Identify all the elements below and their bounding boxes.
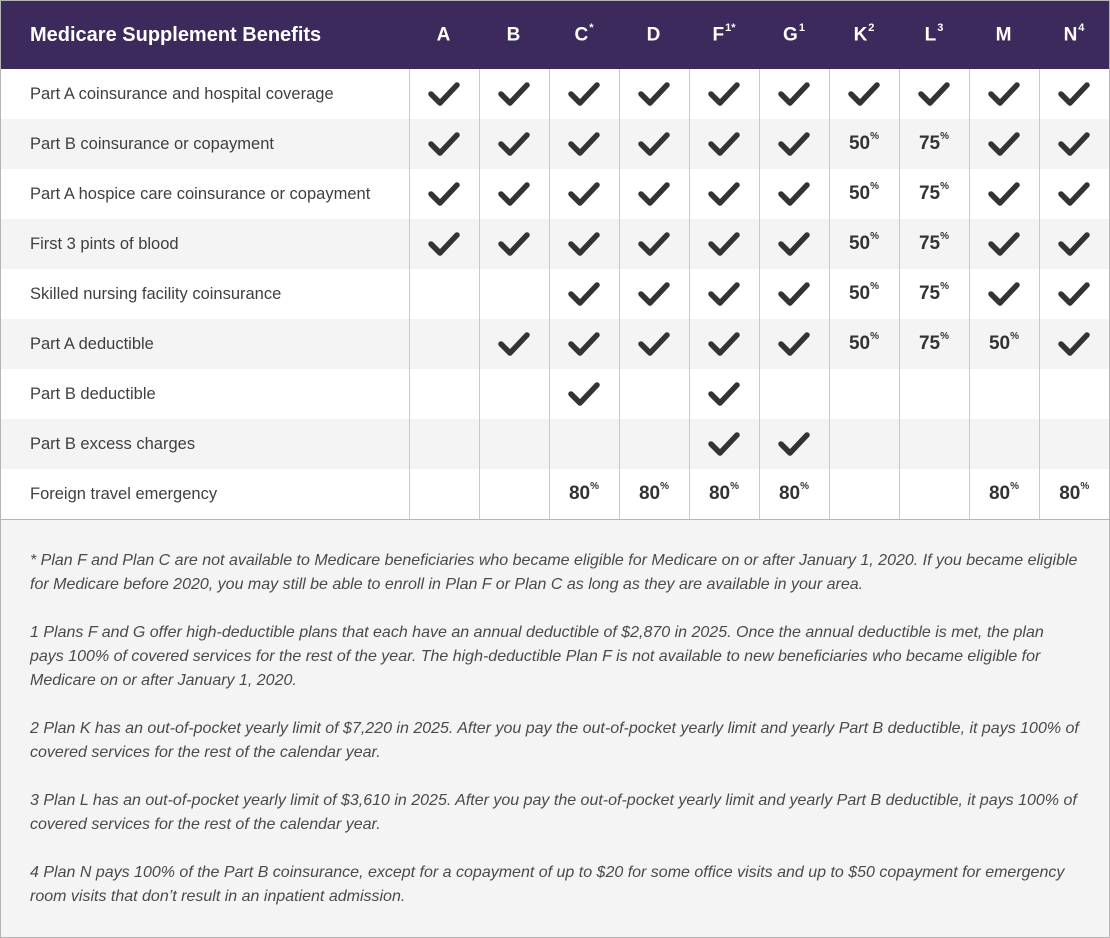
check-icon [918, 81, 950, 107]
percent-value: 50 [988, 333, 1011, 354]
plan-letter: B [506, 24, 521, 46]
coverage-cell [479, 219, 549, 269]
coverage-percent [848, 230, 880, 254]
plan-footnote-mark: 2 [868, 21, 875, 34]
percent-value: 80 [1059, 483, 1081, 504]
coverage-cell [549, 219, 619, 269]
plan-footnote-mark: 1* [725, 21, 736, 34]
check-icon [778, 431, 810, 457]
table-row [1, 169, 1109, 219]
check-icon [708, 231, 740, 257]
percent-value: 50 [848, 233, 871, 254]
check-icon [428, 181, 460, 207]
benefit-label: Part B excess charges [30, 434, 196, 453]
benefit-label: Part A deductible [30, 334, 154, 353]
coverage-cell [969, 219, 1039, 269]
coverage-cell [829, 319, 899, 369]
coverage-cell [409, 469, 479, 519]
footnote-4: 4 Plan N pays 100% of the Part B coinsurance, except for a copayment of up to $20 for some office visits and up to $50 copayment for emergency room visits that don’t result in an inpatient admission. [30, 864, 1065, 905]
benefit-label: Skilled nursing facility coinsurance [30, 284, 282, 303]
coverage-cell [409, 69, 479, 119]
benefit-label: First 3 pints of blood [30, 234, 179, 253]
plan-header-f [689, 1, 759, 69]
check-icon [708, 81, 740, 107]
benefit-label: Part B coinsurance or copayment [30, 134, 274, 153]
plan-header-g [759, 1, 829, 69]
check-icon [428, 231, 460, 257]
coverage-cell [829, 219, 899, 269]
footnote-1: 1 Plans F and G offer high-deductible plans that each have an annual deductible of $2,870 in 2025. Once the annual deductible is met, the plan pays 100% of covered services for the rest of the year. The high-deductible Plan F is not available to new beneficiaries who became eligible for Medicare on or after January 1, 2020. [30, 624, 1044, 689]
coverage-cell [479, 419, 549, 469]
percent-value: 75 [918, 233, 941, 254]
percent-sign: % [870, 180, 880, 192]
coverage-cell [549, 269, 619, 319]
check-icon [988, 281, 1020, 307]
percent-sign: % [590, 480, 600, 492]
check-icon [778, 131, 810, 157]
coverage-cell [899, 119, 969, 169]
check-icon [778, 281, 810, 307]
percent-value: 50 [848, 333, 871, 354]
coverage-cell [829, 69, 899, 119]
coverage-cell [549, 169, 619, 219]
check-icon [778, 331, 810, 357]
plan-header-b [479, 1, 549, 69]
coverage-cell [969, 369, 1039, 419]
coverage-cell [899, 469, 969, 519]
footnote-2: 2 Plan K has an out-of-pocket yearly limit of $7,220 in 2025. After you pay the out-of-pocket yearly limit and yearly Part B deductible, it pays 100% of covered services for the rest of the calendar year. [30, 720, 1079, 761]
coverage-cell [969, 169, 1039, 219]
coverage-percent [918, 130, 950, 154]
coverage-percent [778, 480, 810, 504]
coverage-cell [549, 419, 619, 469]
plan-header-a [409, 1, 479, 69]
check-icon [988, 181, 1020, 207]
coverage-cell [479, 169, 549, 219]
coverage-cell [829, 419, 899, 469]
check-icon [638, 131, 670, 157]
plan-letter: M [995, 24, 1012, 46]
coverage-cell [899, 369, 969, 419]
coverage-percent [848, 280, 880, 304]
coverage-percent [918, 280, 950, 304]
coverage-cell [549, 369, 619, 419]
coverage-cell [1039, 469, 1109, 519]
coverage-cell [479, 69, 549, 119]
coverage-cell [549, 119, 619, 169]
check-icon [778, 81, 810, 107]
plan-footnote-mark: 4 [1078, 21, 1085, 34]
coverage-cell [759, 469, 829, 519]
percent-sign: % [940, 230, 950, 242]
coverage-cell [899, 269, 969, 319]
percent-sign: % [870, 230, 880, 242]
coverage-cell [899, 169, 969, 219]
percent-value: 50 [848, 283, 871, 304]
check-icon [498, 181, 530, 207]
percent-value: 75 [918, 333, 941, 354]
plan-footnote-mark: 3 [937, 21, 944, 34]
coverage-percent [708, 480, 740, 504]
table-row [1, 469, 1109, 519]
coverage-percent [568, 480, 600, 504]
check-icon [568, 331, 600, 357]
plan-header-d [619, 1, 689, 69]
coverage-cell [759, 319, 829, 369]
footnote-3: 3 Plan L has an out-of-pocket yearly limit of $3,610 in 2025. After you pay the out-of-pocket yearly limit and yearly Part B deductible, it pays 100% of covered services for the rest of the calendar year. [30, 792, 1077, 833]
plan-letter: D [646, 24, 661, 46]
plan-letter: N [1063, 24, 1078, 46]
plan-header-m [969, 1, 1039, 69]
table-row [1, 319, 1109, 369]
coverage-cell [969, 469, 1039, 519]
check-icon [638, 181, 670, 207]
coverage-cell [899, 419, 969, 469]
coverage-cell [479, 119, 549, 169]
percent-sign: % [870, 280, 880, 292]
coverage-cell [969, 119, 1039, 169]
coverage-cell [1039, 319, 1109, 369]
check-icon [708, 431, 740, 457]
coverage-cell [1039, 69, 1109, 119]
benefit-label: Foreign travel emergency [30, 484, 218, 503]
percent-sign: % [940, 280, 950, 292]
coverage-cell [619, 69, 689, 119]
plan-header-n [1039, 1, 1109, 69]
coverage-cell [409, 169, 479, 219]
coverage-cell [409, 319, 479, 369]
coverage-cell [899, 319, 969, 369]
coverage-percent [1059, 480, 1090, 504]
footnote-asterisk: * Plan F and Plan C are not available to Medicare beneficiaries who became eligible for Medicare on or after January 1, 2020. If you became eligible for Medicare before 2020, you may still be able to enroll in Plan F or Plan C as long as they are available in your area. [30, 552, 1078, 593]
coverage-cell [689, 369, 759, 419]
coverage-cell [619, 369, 689, 419]
check-icon [498, 81, 530, 107]
coverage-cell [1039, 119, 1109, 169]
coverage-cell [1039, 219, 1109, 269]
check-icon [568, 181, 600, 207]
coverage-cell [829, 369, 899, 419]
plan-letter: F [712, 24, 725, 46]
check-icon [638, 81, 670, 107]
coverage-percent [988, 480, 1020, 504]
table-row [1, 419, 1109, 469]
percent-sign: % [870, 330, 880, 342]
percent-value: 80 [988, 483, 1011, 504]
percent-sign: % [940, 180, 950, 192]
header-row [1, 1, 1109, 69]
coverage-cell [479, 319, 549, 369]
coverage-cell [689, 469, 759, 519]
coverage-cell [619, 419, 689, 469]
check-icon [778, 231, 810, 257]
check-icon [708, 281, 740, 307]
coverage-cell [969, 269, 1039, 319]
coverage-cell [479, 469, 549, 519]
check-icon [568, 381, 600, 407]
coverage-cell [619, 469, 689, 519]
coverage-percent [848, 330, 880, 354]
coverage-cell [689, 419, 759, 469]
table-row [1, 219, 1109, 269]
coverage-cell [1039, 269, 1109, 319]
coverage-cell [689, 219, 759, 269]
check-icon [568, 231, 600, 257]
coverage-cell [409, 119, 479, 169]
percent-sign: % [730, 480, 740, 492]
plan-letter: K [853, 24, 868, 46]
coverage-cell [759, 269, 829, 319]
check-icon [568, 81, 600, 107]
check-icon [778, 181, 810, 207]
percent-value: 75 [918, 183, 941, 204]
coverage-cell [759, 119, 829, 169]
plan-header-c [549, 1, 619, 69]
coverage-percent [918, 230, 950, 254]
check-icon [848, 81, 880, 107]
check-icon [708, 131, 740, 157]
coverage-cell [689, 119, 759, 169]
coverage-cell [759, 69, 829, 119]
percent-value: 80 [778, 483, 801, 504]
coverage-cell [759, 419, 829, 469]
coverage-cell [409, 419, 479, 469]
benefits-table [1, 1, 1109, 519]
coverage-cell [759, 169, 829, 219]
check-icon [568, 131, 600, 157]
check-icon [498, 331, 530, 357]
percent-sign: % [800, 480, 810, 492]
percent-value: 80 [638, 483, 661, 504]
coverage-cell [549, 469, 619, 519]
benefit-label: Part A hospice care coinsurance or copayment [30, 184, 371, 203]
percent-sign: % [1080, 480, 1090, 492]
percent-sign: % [1010, 480, 1020, 492]
check-icon [638, 231, 670, 257]
check-icon [498, 231, 530, 257]
coverage-cell [689, 69, 759, 119]
coverage-cell [549, 69, 619, 119]
coverage-cell [409, 219, 479, 269]
coverage-cell [1039, 369, 1109, 419]
coverage-cell [759, 369, 829, 419]
coverage-cell [689, 169, 759, 219]
coverage-cell [1039, 169, 1109, 219]
check-icon [638, 281, 670, 307]
footnotes [1, 519, 1109, 937]
coverage-cell [969, 419, 1039, 469]
percent-sign: % [660, 480, 670, 492]
percent-value: 50 [848, 183, 871, 204]
check-icon [1058, 131, 1090, 157]
table-row [1, 269, 1109, 319]
plan-letter: A [436, 24, 451, 46]
check-icon [498, 131, 530, 157]
coverage-cell [619, 119, 689, 169]
coverage-percent [988, 330, 1020, 354]
coverage-percent [918, 180, 950, 204]
check-icon [1058, 81, 1090, 107]
coverage-cell [689, 319, 759, 369]
percent-value: 80 [708, 483, 731, 504]
plan-header-k [829, 1, 899, 69]
percent-sign: % [940, 130, 950, 142]
plan-letter: C [574, 24, 589, 46]
benefit-label: Part B deductible [30, 384, 156, 403]
table-title: Medicare Supplement Benefits [30, 23, 322, 46]
coverage-cell [479, 269, 549, 319]
coverage-cell [829, 269, 899, 319]
check-icon [988, 131, 1020, 157]
coverage-cell [899, 219, 969, 269]
coverage-percent [638, 480, 670, 504]
coverage-cell [829, 169, 899, 219]
check-icon [708, 181, 740, 207]
percent-sign: % [940, 330, 950, 342]
coverage-cell [619, 219, 689, 269]
check-icon [428, 81, 460, 107]
coverage-percent [848, 130, 880, 154]
coverage-cell [969, 69, 1039, 119]
coverage-cell [619, 319, 689, 369]
check-icon [428, 131, 460, 157]
coverage-percent [918, 330, 950, 354]
plan-footnote-mark: 1 [798, 21, 805, 34]
percent-value: 75 [918, 283, 941, 304]
coverage-cell [969, 319, 1039, 369]
coverage-cell [829, 119, 899, 169]
check-icon [708, 381, 740, 407]
plan-letter: G [783, 24, 798, 46]
coverage-percent [848, 180, 880, 204]
coverage-cell [549, 319, 619, 369]
plan-footnote-mark: * [589, 21, 594, 34]
percent-value: 75 [918, 133, 941, 154]
plan-header-l [899, 1, 969, 69]
check-icon [1058, 331, 1090, 357]
check-icon [708, 331, 740, 357]
check-icon [638, 331, 670, 357]
check-icon [1058, 181, 1090, 207]
coverage-cell [899, 69, 969, 119]
coverage-cell [479, 369, 549, 419]
percent-sign: % [1010, 330, 1020, 342]
check-icon [1058, 231, 1090, 257]
coverage-cell [619, 169, 689, 219]
coverage-cell [409, 369, 479, 419]
check-icon [1058, 281, 1090, 307]
coverage-cell [689, 269, 759, 319]
table-row [1, 69, 1109, 119]
coverage-cell [409, 269, 479, 319]
plan-letter: L [924, 24, 937, 46]
benefit-label: Part A coinsurance and hospital coverage [30, 84, 334, 103]
check-icon [988, 81, 1020, 107]
percent-sign: % [870, 130, 880, 142]
coverage-cell [619, 269, 689, 319]
table-row [1, 369, 1109, 419]
coverage-cell [1039, 419, 1109, 469]
table-row [1, 119, 1109, 169]
percent-value: 80 [568, 483, 591, 504]
percent-value: 50 [848, 133, 871, 154]
check-icon [988, 231, 1020, 257]
benefit-rows [1, 69, 1109, 519]
coverage-cell [759, 219, 829, 269]
check-icon [568, 281, 600, 307]
coverage-cell [829, 469, 899, 519]
